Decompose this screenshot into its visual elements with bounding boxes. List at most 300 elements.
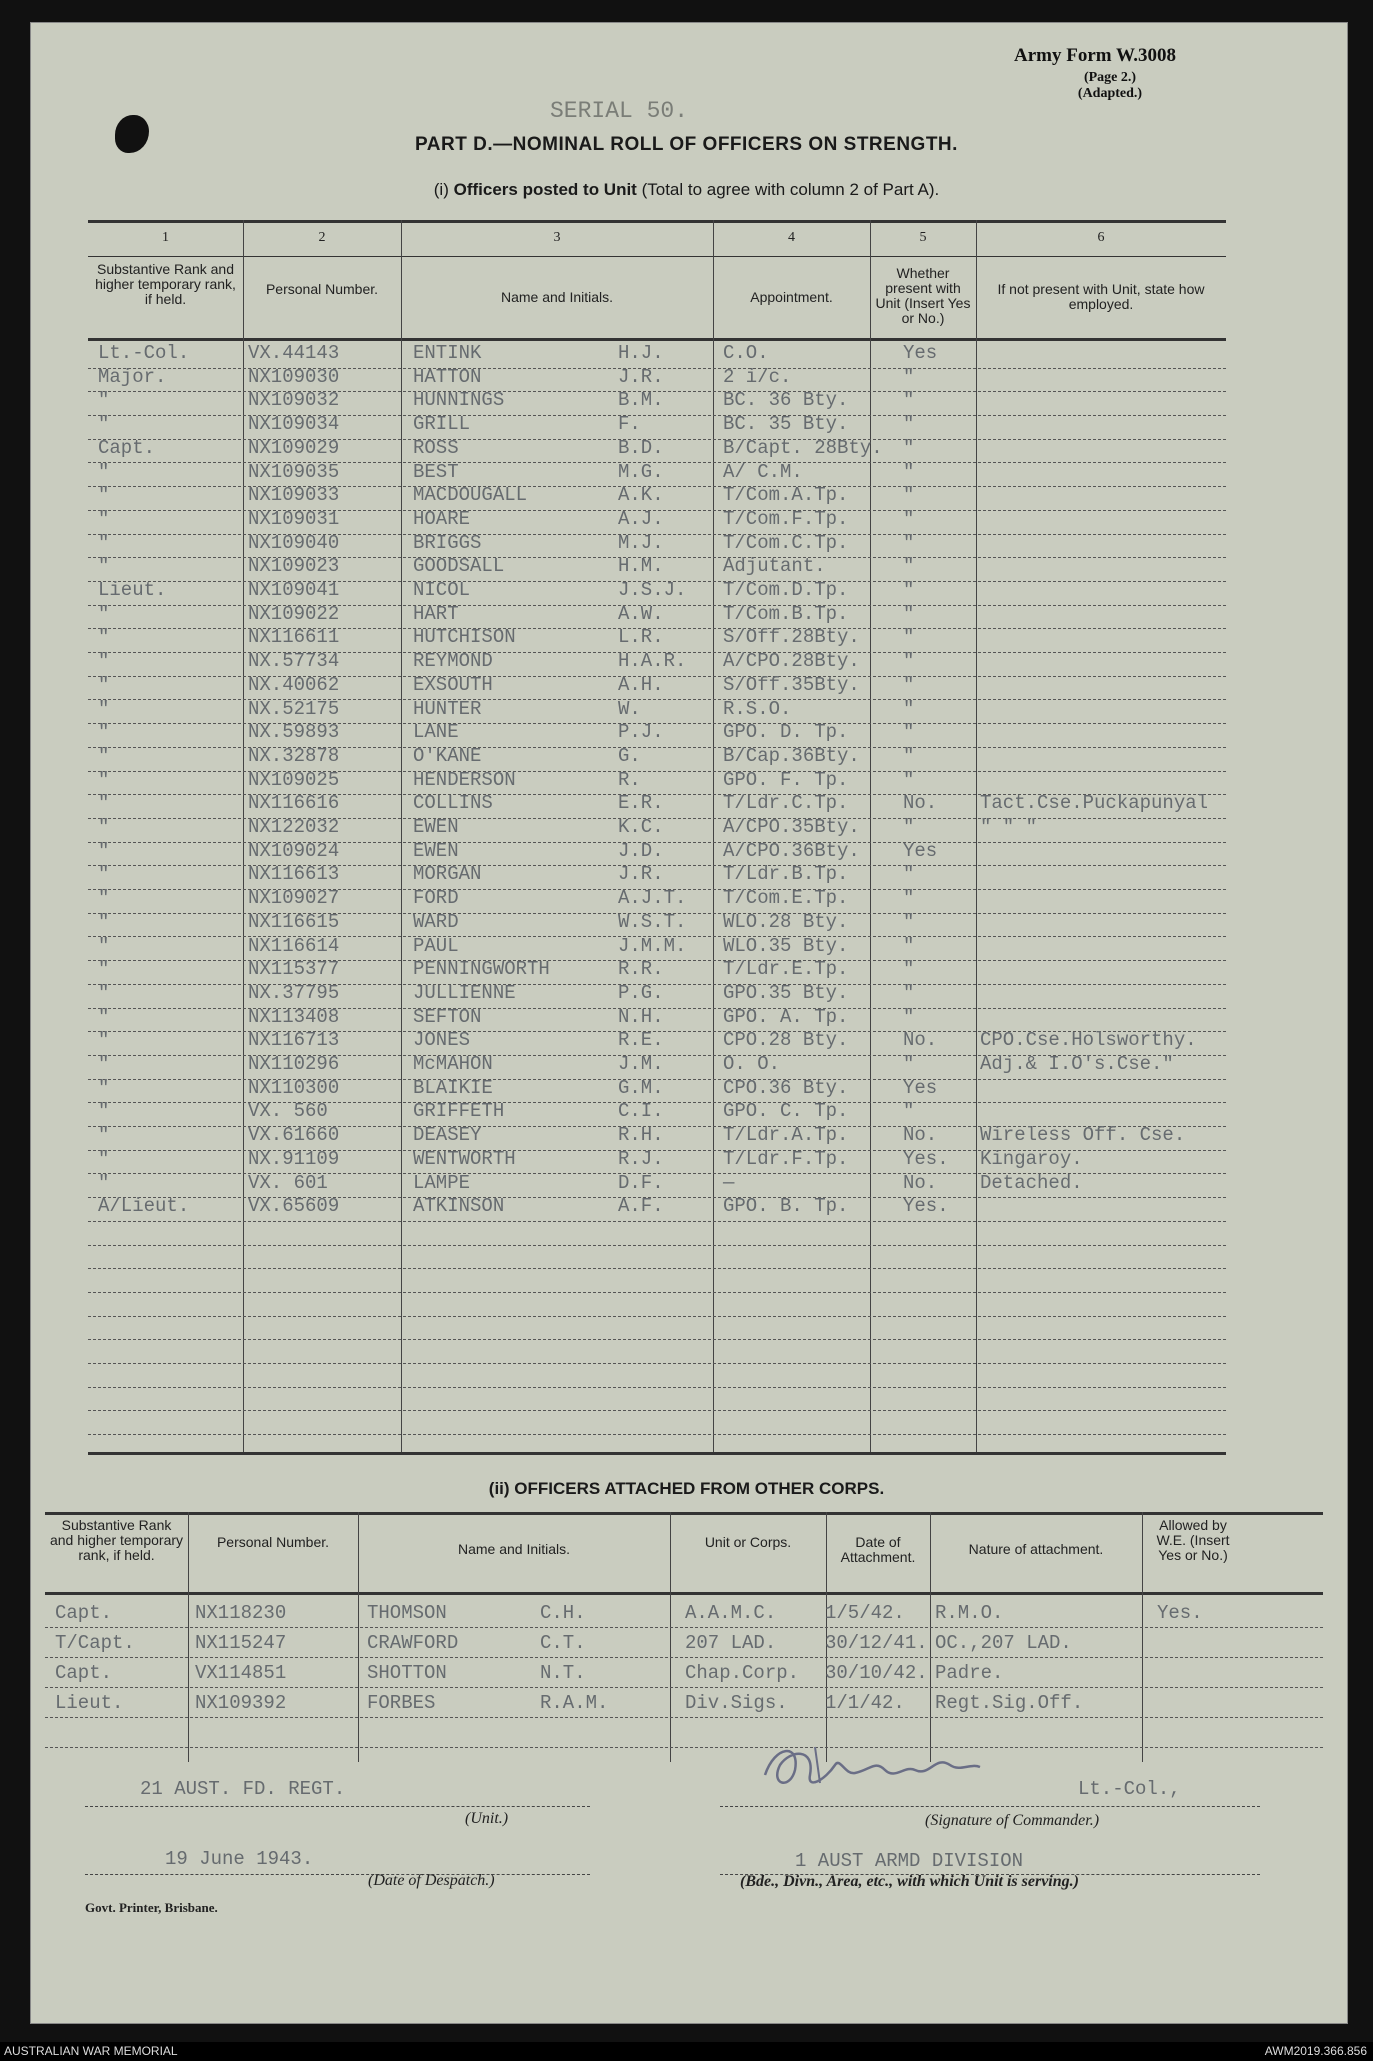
cell-appointment: — <box>723 1171 735 1194</box>
header-employed: If not present with Unit, state how employed. <box>997 281 1205 312</box>
cell-initials: N.T. <box>540 1662 586 1684</box>
cell-employed: Wireless Off. Cse. <box>980 1124 1186 1147</box>
cell-present: " <box>903 650 915 673</box>
cell-name: EWEN <box>413 839 459 862</box>
cell-name: REYMOND <box>413 650 493 673</box>
cell-present: " <box>903 721 915 744</box>
cell-appointment: BC. 35 Bty. <box>723 413 849 436</box>
section-i-bold: Officers posted to Unit <box>453 180 637 199</box>
table-row <box>88 1293 1226 1317</box>
cell-initials: A.W. <box>618 602 664 625</box>
cell-personal-number: NX109024 <box>248 839 340 862</box>
cell-rank: " <box>98 1053 110 1075</box>
cell-personal-number: NX115247 <box>195 1632 287 1654</box>
cell-initials: J.S.J. <box>618 579 687 601</box>
table1-number-rule <box>88 256 1226 257</box>
cell-name: BLAIKIE <box>413 1076 493 1099</box>
cell-name: McMAHON <box>413 1053 493 1075</box>
cell-initials: H.J. <box>618 342 664 364</box>
cell-name: EWEN <box>413 816 459 838</box>
date-value: 19 June 1943. <box>165 1848 314 1870</box>
cell-present: " <box>903 531 915 554</box>
cell-nature: OC.,207 LAD. <box>935 1632 1072 1654</box>
cell-personal-number: VX. 560 <box>248 1100 328 1123</box>
cell-personal-number: NX109392 <box>195 1692 287 1714</box>
cell-initials: J.R. <box>618 365 664 388</box>
cell-rank: " <box>98 792 110 815</box>
cell-name: FORBES <box>367 1692 436 1714</box>
table-row <box>88 1388 1226 1412</box>
header-appointment: Appointment. <box>750 289 833 305</box>
header2-personal-number: Personal Number. <box>216 1534 330 1550</box>
cell-initials: E.R. <box>618 792 664 815</box>
unit-label: (Unit.) <box>465 1810 509 1827</box>
cell-name: PENNINGWORTH <box>413 958 550 981</box>
cell-personal-number: VX. 601 <box>248 1171 328 1194</box>
section-ii-prefix: (ii) <box>488 1479 510 1498</box>
cell-initials: J.R. <box>618 863 664 886</box>
cell-name: JONES <box>413 1029 471 1052</box>
section-i-heading <box>0 180 1373 200</box>
cell-nature: Regt.Sig.Off. <box>935 1692 1084 1714</box>
cell-name: GRILL <box>413 413 471 436</box>
cell-rank: " <box>98 1005 110 1028</box>
cell-personal-number: NX109029 <box>248 436 340 459</box>
cell-name: GOODSALL <box>413 555 505 578</box>
cell-personal-number: NX113408 <box>248 1005 340 1028</box>
cell-name: BRIGGS <box>413 531 482 554</box>
cell-initials: B.D. <box>618 436 664 459</box>
cell-present: " <box>903 1100 915 1123</box>
table2-header-rule <box>45 1592 1323 1595</box>
cell-initials: C.I. <box>618 1100 664 1123</box>
date-line <box>85 1874 590 1875</box>
cell-personal-number: NX109022 <box>248 602 340 625</box>
cell-initials: R.A.M. <box>540 1692 609 1714</box>
cell-personal-number: NX116614 <box>248 934 340 957</box>
cell-personal-number: NX115377 <box>248 958 340 981</box>
cell-present: " <box>903 863 915 886</box>
cell-name: DEASEY <box>413 1124 482 1147</box>
cell-initials: R.H. <box>618 1124 664 1147</box>
cell-present: No. <box>903 1029 938 1052</box>
cell-initials: A.J.T. <box>618 887 687 910</box>
cell-rank: " <box>98 1171 110 1194</box>
table-row <box>88 1317 1226 1341</box>
cell-nature: R.M.O. <box>935 1602 1004 1624</box>
cell-rank: Lieut. <box>98 579 167 601</box>
cell-name: ROSS <box>413 436 459 459</box>
cell-name: MORGAN <box>413 863 482 886</box>
cell-name: SEFTON <box>413 1005 482 1028</box>
cell-personal-number: NX122032 <box>248 816 340 838</box>
cell-rank: " <box>98 650 110 673</box>
signature-label: (Signature of Commander.) <box>925 1812 1100 1829</box>
cell-appointment: CPO.36 Bty. <box>723 1076 849 1099</box>
table-row <box>88 1222 1226 1246</box>
unit-line <box>85 1806 590 1807</box>
cell-employed: Detached. <box>980 1171 1083 1194</box>
cell-rank: " <box>98 673 110 696</box>
cell-present: " <box>903 626 915 649</box>
caption-right: AWM2019.366.856 <box>1264 2044 1367 2058</box>
cell-rank: " <box>98 934 110 957</box>
cell-appointment: O. O. <box>723 1053 781 1075</box>
cell-personal-number: VX.44143 <box>248 342 340 364</box>
cell-appointment: A/ C.M. <box>723 460 803 483</box>
unit-value: 21 AUST. FD. REGT. <box>140 1778 346 1800</box>
cell-rank: " <box>98 744 110 767</box>
cell-present: " <box>903 507 915 530</box>
cell-name: HUNTER <box>413 697 482 720</box>
cell-name: WENTWORTH <box>413 1147 516 1170</box>
cell-initials: N.H. <box>618 1005 664 1028</box>
cell-present: Yes. <box>903 1195 949 1218</box>
cell-initials: R.R. <box>618 958 664 981</box>
cell-personal-number: NX109031 <box>248 507 340 530</box>
header2-allowed: Allowed by W.E. (Insert Yes or No.) <box>1156 1517 1230 1563</box>
cell-appointment: C.O. <box>723 342 769 364</box>
header-rank: Substantive Rank and higher temporary rank, if held. <box>95 261 236 307</box>
cell-employed: CPO.Cse.Holsworthy. <box>980 1029 1197 1052</box>
cell-appointment: T/Ldr.E.Tp. <box>723 958 849 981</box>
cell-appointment: T/Com.D.Tp. <box>723 579 849 601</box>
cell-appointment: WLO.35 Bty. <box>723 934 849 957</box>
cell-present: " <box>903 1005 915 1028</box>
cell-appointment: CPO.28 Bty. <box>723 1029 849 1052</box>
cell-name: HUNNINGS <box>413 389 505 412</box>
cell-name: ENTINK <box>413 342 482 364</box>
cell-name: HART <box>413 602 459 625</box>
cell-personal-number: NX110296 <box>248 1053 340 1075</box>
cell-present: Yes <box>903 839 938 862</box>
caption-left: AUSTRALIAN WAR MEMORIAL <box>4 2044 178 2058</box>
cell-date: 30/10/42. <box>825 1662 928 1684</box>
cell-initials: J.M. <box>618 1053 664 1075</box>
table1-bottom-rule <box>88 1452 1226 1455</box>
cell-appointment: A/CPO.28Bty. <box>723 650 860 673</box>
cell-personal-number: NX109041 <box>248 579 340 601</box>
cell-present: " <box>903 673 915 696</box>
cell-employed: " " " <box>980 816 1038 838</box>
cell-initials: L.R. <box>618 626 664 649</box>
commander-signature <box>755 1735 1055 1805</box>
header2-rank: Substantive Rank and higher temporary rank, if held. <box>49 1517 184 1563</box>
cell-appointment: GPO. B. Tp. <box>723 1195 849 1218</box>
cell-rank: T/Capt. <box>55 1632 135 1654</box>
cell-present: " <box>903 958 915 981</box>
cell-appointment: T/Ldr.B.Tp. <box>723 863 849 886</box>
section-ii-heading <box>0 1479 1373 1499</box>
cell-name: MACDOUGALL <box>413 484 528 507</box>
cell-initials: H.M. <box>618 555 664 578</box>
col-number: 3 <box>553 230 561 245</box>
cell-personal-number: NX109027 <box>248 887 340 910</box>
col-number: 5 <box>919 230 927 245</box>
cell-present: " <box>903 910 915 933</box>
section-i-prefix: (i) <box>433 180 449 199</box>
cell-present: No. <box>903 1124 938 1147</box>
cell-appointment: T/Ldr.C.Tp. <box>723 792 849 815</box>
cell-rank: " <box>98 555 110 578</box>
cell-appointment: 2 i/c. <box>723 365 792 388</box>
signature-rank: Lt.-Col., <box>1078 1778 1181 1800</box>
table-row <box>45 1598 1323 1628</box>
cell-appointment: S/Off.35Bty. <box>723 673 860 696</box>
printer-imprint: Govt. Printer, Brisbane. <box>85 1900 218 1915</box>
cell-rank: Major. <box>98 365 167 388</box>
cell-appointment: T/Com.E.Tp. <box>723 887 849 910</box>
cell-initials: R.J. <box>618 1147 664 1170</box>
cell-rank: Capt. <box>98 436 156 459</box>
cell-name: ATKINSON <box>413 1195 505 1218</box>
header-present: Whether present with Unit (Insert Yes or No.) <box>875 265 971 326</box>
cell-initials: A.F. <box>618 1195 664 1218</box>
cell-rank: Capt. <box>55 1662 113 1684</box>
cell-present: " <box>903 1053 915 1075</box>
cell-appointment: B/Cap.36Bty. <box>723 744 860 767</box>
cell-unit: Div.Sigs. <box>685 1692 788 1714</box>
cell-rank: " <box>98 507 110 530</box>
cell-present: " <box>903 981 915 1004</box>
cell-rank: " <box>98 1029 110 1052</box>
cell-personal-number: NX109025 <box>248 768 340 791</box>
cell-rank: " <box>98 981 110 1004</box>
cell-unit: Chap.Corp. <box>685 1662 800 1684</box>
cell-rank: " <box>98 910 110 933</box>
cell-present: Yes <box>903 1076 938 1099</box>
cell-date: 1/5/42. <box>825 1602 905 1624</box>
cell-rank: " <box>98 413 110 436</box>
cell-appointment: T/Ldr.A.Tp. <box>723 1124 849 1147</box>
cell-initials: B.M. <box>618 389 664 412</box>
cell-present: Yes <box>903 342 938 364</box>
cell-present: " <box>903 768 915 791</box>
cell-present: " <box>903 460 915 483</box>
cell-rank: " <box>98 460 110 483</box>
cell-date: 1/1/42. <box>825 1692 905 1714</box>
cell-rank: " <box>98 721 110 744</box>
cell-initials: G.M. <box>618 1076 664 1099</box>
table1-top-rule <box>88 220 1226 223</box>
cell-personal-number: NX116613 <box>248 863 340 886</box>
cell-rank: " <box>98 626 110 649</box>
cell-present: " <box>903 602 915 625</box>
cell-nature: Padre. <box>935 1662 1004 1684</box>
cell-name: WARD <box>413 910 459 933</box>
cell-rank: " <box>98 1100 110 1123</box>
cell-rank: " <box>98 887 110 910</box>
cell-appointment: GPO. D. Tp. <box>723 721 849 744</box>
cell-name: CRAWFORD <box>367 1632 459 1654</box>
cell-present: " <box>903 816 915 838</box>
cell-personal-number: NX.91109 <box>248 1147 340 1170</box>
cell-name: EXSOUTH <box>413 673 493 696</box>
cell-rank: " <box>98 839 110 862</box>
table-row <box>88 1269 1226 1293</box>
cell-appointment: GPO. A. Tp. <box>723 1005 849 1028</box>
cell-name: GRIFFETH <box>413 1100 505 1123</box>
form-number: Army Form W.3008 <box>1013 45 1176 66</box>
cell-present: Yes. <box>903 1147 949 1170</box>
header-name: Name and Initials. <box>500 289 614 305</box>
cell-name: BEST <box>413 460 459 483</box>
form-page: (Page 2.) <box>1083 70 1137 85</box>
cell-rank: " <box>98 531 110 554</box>
table-row <box>88 1364 1226 1388</box>
cell-rank: Capt. <box>55 1602 113 1624</box>
cell-name: THOMSON <box>367 1602 447 1624</box>
cell-present: " <box>903 887 915 910</box>
cell-unit: A.A.M.C. <box>685 1602 777 1624</box>
cell-present: " <box>903 934 915 957</box>
cell-present: " <box>903 744 915 767</box>
cell-appointment: R.S.O. <box>723 697 792 720</box>
cell-personal-number: NX116616 <box>248 792 340 815</box>
cell-employed: Kingaroy. <box>980 1147 1083 1170</box>
cell-appointment: A/CPO.36Bty. <box>723 839 860 862</box>
cell-name: COLLINS <box>413 792 493 815</box>
cell-personal-number: NX116611 <box>248 626 340 649</box>
header2-date: Date of Attachment. <box>840 1534 916 1565</box>
formation-label: (Bde., Divn., Area, etc., with which Unit is serving.) <box>740 1873 1079 1890</box>
serial-stamp: SERIAL 50. <box>550 98 689 124</box>
cell-initials: P.J. <box>618 721 664 744</box>
cell-personal-number: NX.37795 <box>248 981 340 1004</box>
cell-personal-number: NX110300 <box>248 1076 340 1099</box>
cell-personal-number: NX109040 <box>248 531 340 554</box>
cell-appointment: T/Com.B.Tp. <box>723 602 849 625</box>
cell-name: LAMPE <box>413 1171 471 1194</box>
cell-initials: F. <box>618 413 641 436</box>
formation-value: 1 AUST ARMD DIVISION <box>795 1850 1024 1872</box>
cell-name: JULLIENNE <box>413 981 516 1004</box>
cell-personal-number: NX109033 <box>248 484 340 507</box>
cell-appointment: GPO. C. Tp. <box>723 1100 849 1123</box>
table-row <box>88 1246 1226 1270</box>
cell-initials: J.M.M. <box>618 934 687 957</box>
cell-initials: W. <box>618 697 641 720</box>
cell-initials: A.K. <box>618 484 664 507</box>
cell-personal-number: NX.52175 <box>248 697 340 720</box>
cell-name: HOARE <box>413 507 471 530</box>
cell-present: " <box>903 389 915 412</box>
table-row <box>88 1412 1226 1436</box>
cell-personal-number: NX116713 <box>248 1029 340 1052</box>
signature-line <box>720 1806 1260 1807</box>
cell-present: " <box>903 365 915 388</box>
header2-unit: Unit or Corps. <box>704 1534 792 1550</box>
cell-initials: G. <box>618 744 641 767</box>
cell-appointment: T/Com.A.Tp. <box>723 484 849 507</box>
cell-personal-number: NX.32878 <box>248 744 340 767</box>
cell-personal-number: NX.40062 <box>248 673 340 696</box>
cell-present: " <box>903 579 915 601</box>
table-row <box>45 1628 1323 1658</box>
col-number: 1 <box>162 230 169 245</box>
cell-appointment: B/Capt. 28Bty. <box>723 436 883 459</box>
page-title: PART D.—NOMINAL ROLL OF OFFICERS ON STRENGTH. <box>415 134 958 155</box>
cell-allowed: Yes. <box>1157 1602 1203 1624</box>
cell-initials: A.J. <box>618 507 664 530</box>
cell-personal-number: NX.59893 <box>248 721 340 744</box>
table2-top-rule <box>45 1512 1323 1515</box>
cell-personal-number: VX.61660 <box>248 1124 340 1147</box>
cell-initials: W.S.T. <box>618 910 687 933</box>
cell-name: PAUL <box>413 934 459 957</box>
cell-name: HATTON <box>413 365 482 388</box>
cell-appointment: WLO.28 Bty. <box>723 910 849 933</box>
cell-personal-number: NX109030 <box>248 365 340 388</box>
header2-name: Name and Initials. <box>457 1541 571 1557</box>
cell-initials: D.F. <box>618 1171 664 1194</box>
cell-appointment: T/Ldr.F.Tp. <box>723 1147 849 1170</box>
table-row <box>88 1340 1226 1364</box>
cell-present: " <box>903 436 915 459</box>
cell-present: " <box>903 484 915 507</box>
cell-initials: H.A.R. <box>618 650 687 673</box>
cell-personal-number: NX109032 <box>248 389 340 412</box>
cell-initials: K.C. <box>618 816 664 838</box>
cell-rank: " <box>98 697 110 720</box>
cell-rank: " <box>98 1147 110 1170</box>
cell-personal-number: VX.65609 <box>248 1195 340 1218</box>
cell-personal-number: NX116615 <box>248 910 340 933</box>
header-personal-number: Personal Number. <box>265 281 379 297</box>
cell-rank: A/Lieut. <box>98 1195 190 1218</box>
form-adapted: (Adapted.) <box>1077 86 1143 101</box>
cell-initials: M.G. <box>618 460 664 483</box>
cell-name: LANE <box>413 721 459 744</box>
cell-appointment: T/Com.C.Tp. <box>723 531 849 554</box>
cell-personal-number: NX109034 <box>248 413 340 436</box>
cell-appointment: GPO.35 Bty. <box>723 981 849 1004</box>
cell-rank: Lieut. <box>55 1692 124 1714</box>
table-row <box>45 1718 1323 1748</box>
cell-rank: " <box>98 863 110 886</box>
cell-initials: R.E. <box>618 1029 664 1052</box>
cell-appointment: BC. 36 Bty. <box>723 389 849 412</box>
cell-initials: J.D. <box>618 839 664 862</box>
cell-name: FORD <box>413 887 459 910</box>
cell-present: " <box>903 697 915 720</box>
cell-employed: Adj.& I.O's.Cse." <box>980 1053 1174 1075</box>
cell-name: SHOTTON <box>367 1662 447 1684</box>
form-page-info <box>1040 70 1180 102</box>
section-i-rest: (Total to agree with column 2 of Part A). <box>641 180 940 199</box>
cell-name: HUTCHISON <box>413 626 516 649</box>
table-row <box>45 1688 1323 1718</box>
cell-personal-number: NX.57734 <box>248 650 340 673</box>
cell-rank: " <box>98 1124 110 1147</box>
cell-rank: " <box>98 389 110 412</box>
cell-rank: " <box>98 1076 110 1099</box>
cell-present: " <box>903 413 915 436</box>
col-number: 6 <box>1097 230 1105 245</box>
cell-initials: P.G. <box>618 981 664 1004</box>
cell-rank: " <box>98 816 110 838</box>
cell-name: NICOL <box>413 579 471 601</box>
cell-appointment: Adjutant. <box>723 555 826 578</box>
cell-personal-number: NX109035 <box>248 460 340 483</box>
cell-employed: Tact.Cse.Puckapunyal <box>980 792 1209 815</box>
cell-initials: C.T. <box>540 1632 586 1654</box>
cell-present: No. <box>903 792 938 815</box>
cell-appointment: T/Com.F.Tp. <box>723 507 849 530</box>
cell-initials: C.H. <box>540 1602 586 1624</box>
table-row <box>45 1658 1323 1688</box>
col-number: 2 <box>318 230 326 245</box>
